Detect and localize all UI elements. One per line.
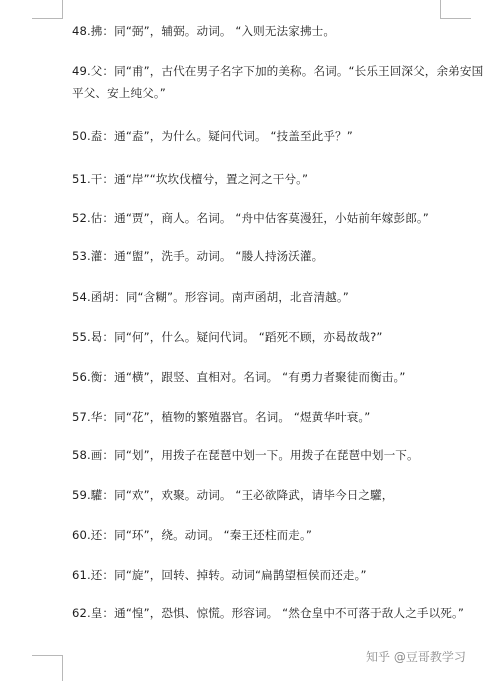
entry-61: 61.还：同“旋”，回转、掉转。动词“扁鹊望桓侯而还走。” (72, 568, 367, 582)
entry-54: 54.函胡：同“含糊”。形容词。南声函胡，北音清越。” (72, 290, 349, 304)
entry-51: 51.干：通“岸”“坎坎伐檀兮，置之河之干兮。” (72, 172, 309, 186)
entry-59: 59.驩：同“欢”，欢聚。动词。 “王必欲降武，请毕今日之驩， (72, 488, 394, 502)
zhihu-watermark: 知乎 @豆哥教学习 (366, 650, 466, 664)
entry-53: 53.灌：通“盥”，洗手。动词。 “媵人持汤沃灌。 (72, 249, 324, 263)
entry-49: 49.父：同“甫”，古代在男子名字下加的美称。名词。“长乐王回深父，余弟安国平父、安上纯父。” (72, 64, 484, 100)
entry-56: 56.衡：通“横”，跟竖、直相对。名词。 “有勇力者聚徒而衡击。” (72, 370, 406, 384)
entry-57: 57.华：同“花”，植物的繁殖器官。名词。 “煜黄华叶衰。” (72, 410, 371, 424)
entry-60: 60.还：同“环”，绕。动词。 “秦王还柱而走。” (72, 528, 312, 542)
entry-48: 48.拂：同“弼”，辅弼。动词。 “入则无法家拂士。 (72, 24, 336, 38)
entry-50: 50.盍：通“盍”，为什么。疑问代词。 “技盖至此乎？” (72, 129, 353, 143)
entry-58: 58.画：同“划”，用拨子在琵琶中划一下。用拨子在琵琶中划一下。 (72, 448, 419, 462)
crop-mark-top-right (440, 0, 471, 19)
entry-52: 52.估：通“贾”，商人。名词。 “舟中估客莫漫狂，小姑前年嫁彭郎。” (72, 211, 429, 225)
crop-mark-bottom-left (32, 655, 63, 681)
entry-62: 62.皇：通“惶”，恐惧、惊慌。形容词。 “然仓皇中不可落于敌人之手以死。” (72, 606, 464, 620)
crop-mark-top-left (32, 0, 63, 19)
entry-55: 55.曷：同“何”，什么。疑问代词。 “蹈死不顾，亦曷故哉?” (72, 330, 383, 344)
